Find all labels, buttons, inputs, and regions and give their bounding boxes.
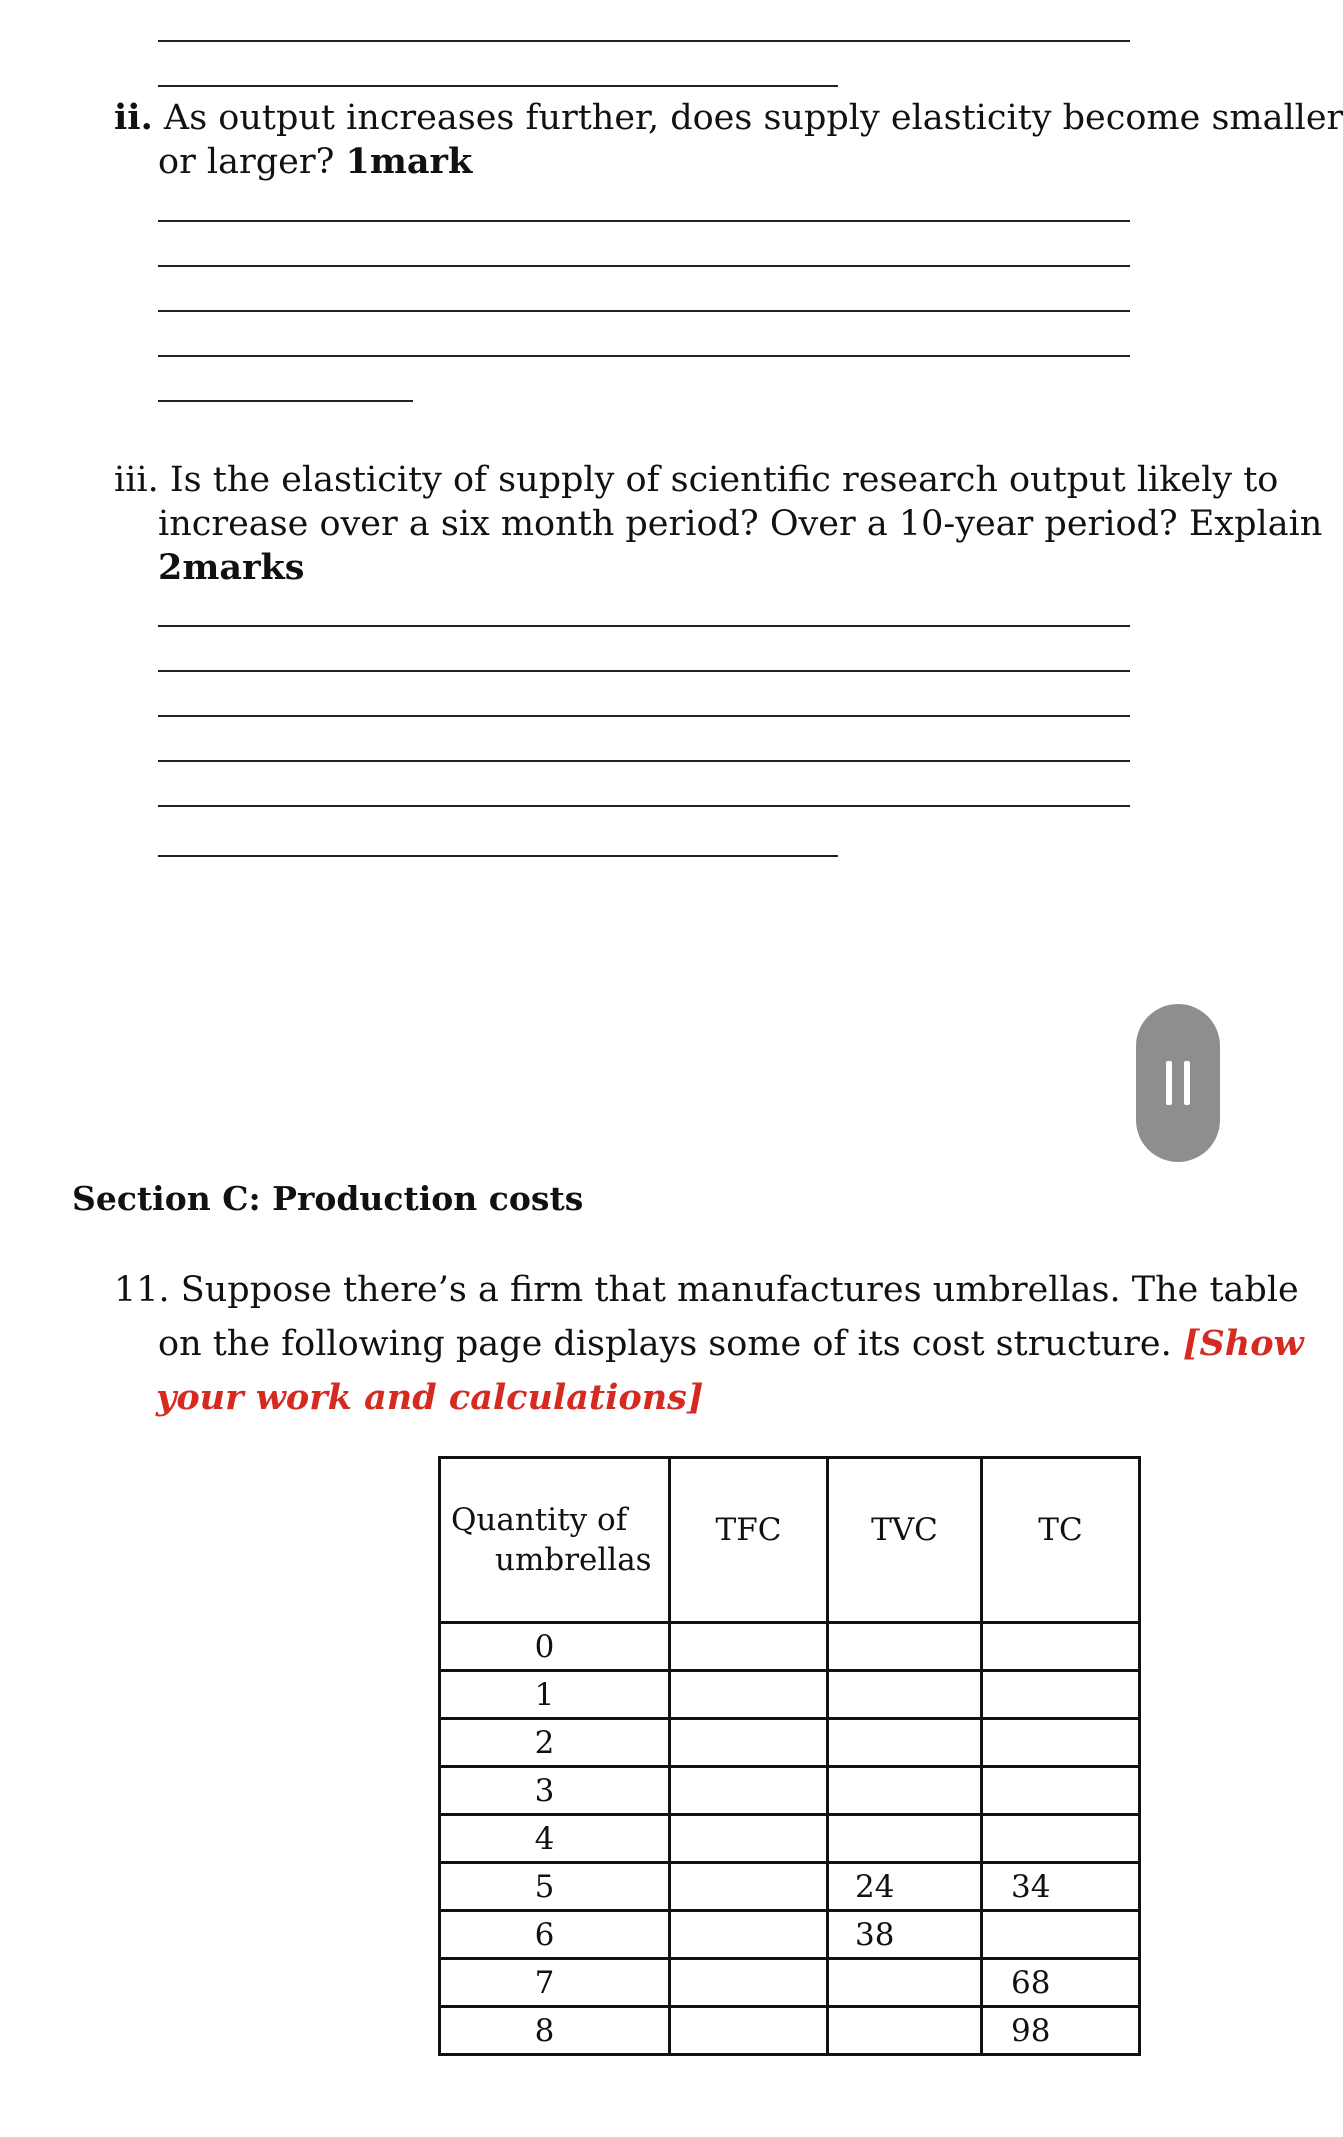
question-ii-marks: 1mark [345,141,473,182]
grip-icon [1166,1061,1172,1105]
table-row [440,1767,1140,1815]
cell-tvc[interactable] [828,2007,982,2055]
header-tc: TC [982,1458,1140,1623]
cell-tvc[interactable] [828,1767,982,1815]
question-ii-line1 [114,96,1343,140]
cell-tc[interactable] [982,1767,1140,1815]
question-iii-text-2: increase over a six month period? Over a 10-year period? Explain [158,504,1323,544]
table-row [440,1671,1140,1719]
question-ii-line2 [158,140,472,184]
answer-line[interactable] [158,85,838,87]
question-11-instruction-2: your work and calculations] [156,1377,704,1418]
header-quantity-line1: Quantity of [451,1502,628,1538]
question-iii-text: Is the elasticity of supply of scientific research output likely to [169,460,1279,500]
question-iii-line2 [158,502,1322,546]
cell-tvc[interactable]: 24 [828,1863,982,1911]
question-11-text-2: on the following page displays some of its cost structure. [158,1324,1172,1364]
cell-quantity: 5 [440,1863,670,1911]
cell-tfc[interactable] [670,1815,828,1863]
cell-tfc[interactable] [670,1911,828,1959]
table-row [440,1863,1140,1911]
cell-tvc[interactable] [828,1719,982,1767]
answer-line[interactable] [158,715,1130,717]
table-row [440,1623,1140,1671]
table-row [440,2007,1140,2055]
cost-table [438,1456,1141,2056]
answer-line[interactable] [158,355,1130,357]
answer-line[interactable] [158,265,1130,267]
cell-quantity: 8 [440,2007,670,2055]
question-ii-text-2: or larger? [158,142,335,182]
table-row [440,1959,1140,2007]
cell-tfc[interactable] [670,1863,828,1911]
table-header-row [440,1458,1140,1623]
cell-tfc[interactable] [670,1767,828,1815]
cell-quantity: 4 [440,1815,670,1863]
answer-line[interactable] [158,760,1130,762]
header-tvc: TVC [828,1458,982,1623]
cell-quantity: 2 [440,1719,670,1767]
question-11-instruction: [Show [1182,1323,1304,1364]
cell-tc[interactable] [982,1719,1140,1767]
question-iii-marks: 2marks [158,547,305,588]
cell-tc[interactable] [982,1671,1140,1719]
answer-line[interactable] [158,805,1130,807]
table-row [440,1911,1140,1959]
question-ii-text: As output increases further, does supply elasticity become smaller [163,98,1343,138]
cell-tvc[interactable]: 38 [828,1911,982,1959]
question-ii-label: ii. [114,97,153,138]
grip-icon [1184,1061,1190,1105]
question-11-line1: 11. Suppose there’s a firm that manufactures umbrellas. The table [114,1270,1299,1310]
cell-tvc[interactable] [828,1959,982,2007]
cell-tvc[interactable] [828,1815,982,1863]
cell-tc[interactable] [982,1815,1140,1863]
cell-quantity: 7 [440,1959,670,2007]
question-iii-label: iii. [114,460,159,500]
cell-tc[interactable]: 68 [982,1959,1140,2007]
answer-line[interactable] [158,220,1130,222]
cell-tfc[interactable] [670,2007,828,2055]
scroll-handle[interactable] [1136,1004,1220,1162]
cell-tfc[interactable] [670,1671,828,1719]
cell-tfc[interactable] [670,1623,828,1671]
cell-tc[interactable]: 98 [982,2007,1140,2055]
cell-tfc[interactable] [670,1719,828,1767]
answer-line[interactable] [158,670,1130,672]
cell-quantity: 6 [440,1911,670,1959]
header-tfc: TFC [670,1458,828,1623]
table-row [440,1719,1140,1767]
header-quantity [440,1458,670,1623]
cell-tc[interactable] [982,1911,1140,1959]
answer-line[interactable] [158,40,1130,42]
question-iii-line1 [114,458,1278,502]
cell-tfc[interactable] [670,1959,828,2007]
answer-line[interactable] [158,310,1130,312]
answer-line[interactable] [158,400,413,402]
cell-quantity: 1 [440,1671,670,1719]
header-quantity-line2: umbrellas [495,1542,652,1578]
answer-line[interactable] [158,855,838,857]
answer-line[interactable] [158,625,1130,627]
question-11-line2 [158,1322,1304,1366]
cell-tc[interactable]: 34 [982,1863,1140,1911]
cell-tvc[interactable] [828,1671,982,1719]
section-title: Section C: Production costs [72,1179,584,1218]
cell-tvc[interactable] [828,1623,982,1671]
cell-tc[interactable] [982,1623,1140,1671]
cell-quantity: 3 [440,1767,670,1815]
table-row [440,1815,1140,1863]
cell-quantity: 0 [440,1623,670,1671]
